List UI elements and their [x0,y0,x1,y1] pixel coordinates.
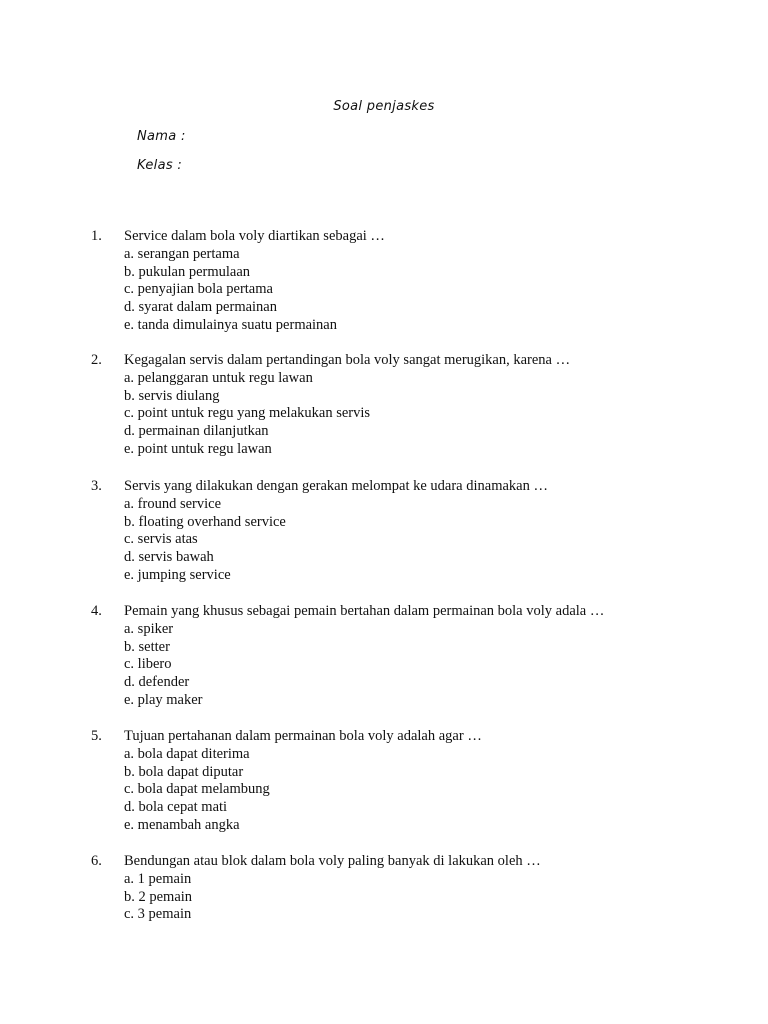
option-e: e. jumping service [124,566,231,583]
question-4 [91,603,751,710]
question-text: Tujuan pertahanan dalam permainan bola voly adalah agar … [124,728,482,744]
option-a: a. bola dapat diterima [124,745,250,762]
option-c: c. point untuk regu yang melakukan servis [124,405,371,422]
option-a: a. pelanggaran untuk regu lawan [124,369,313,386]
option-d: d. servis bawah [124,549,214,566]
option-e: e. menambah angka [124,816,240,833]
option-c: c. servis atas [124,531,198,548]
question-6 [91,853,751,924]
option-a: a. serangan pertama [124,245,240,262]
page-title: Soal penjaskes [333,99,435,114]
question-text: Pemain yang khusus sebagai pemain bertahan dalam permainan bola voly adala … [124,603,605,619]
question-text: Bendungan atau blok dalam bola voly paling banyak di lakukan oleh … [124,853,541,869]
question-3 [91,478,751,585]
option-b: b. pukulan permulaan [124,263,251,280]
option-d: d. defender [124,674,190,691]
question-number: 5. [91,728,102,744]
question-text: Servis yang dilakukan dengan gerakan melompat ke udara dinamakan … [124,478,548,494]
option-c: c. penyajian bola pertama [124,281,273,298]
question-number: 2. [91,352,102,368]
option-b: b. bola dapat diputar [124,763,244,780]
option-e: e. point untuk regu lawan [124,440,272,457]
nama-label: Nama : [137,129,186,144]
option-a: a. fround service [124,495,222,512]
question-number: 1. [91,228,102,244]
question-number: 6. [91,853,102,869]
kelas-label: Kelas : [137,158,183,173]
option-c: c. bola dapat melambung [124,781,270,798]
option-b: b. setter [124,638,170,655]
question-5 [91,728,751,835]
option-b: b. floating overhand service [124,513,286,530]
option-c: c. libero [124,656,172,673]
option-a: a. spiker [124,620,174,637]
option-c: c. 3 pemain [124,906,192,923]
option-b: b. servis diulang [124,387,220,404]
question-text: Service dalam bola voly diartikan sebagai … [124,228,385,244]
option-d: d. bola cepat mati [124,799,228,816]
question-number: 4. [91,603,102,619]
option-d: d. permainan dilanjutkan [124,423,269,440]
option-e: e. play maker [124,691,203,708]
option-a: a. 1 pemain [124,870,192,887]
question-number: 3. [91,478,102,494]
question-1 [91,228,751,335]
option-b: b. 2 pemain [124,888,193,905]
question-2 [91,352,751,459]
option-d: d. syarat dalam permainan [124,299,277,316]
question-text: Kegagalan servis dalam pertandingan bola voly sangat merugikan, karena … [124,352,571,368]
option-e: e. tanda dimulainya suatu permainan [124,316,337,333]
